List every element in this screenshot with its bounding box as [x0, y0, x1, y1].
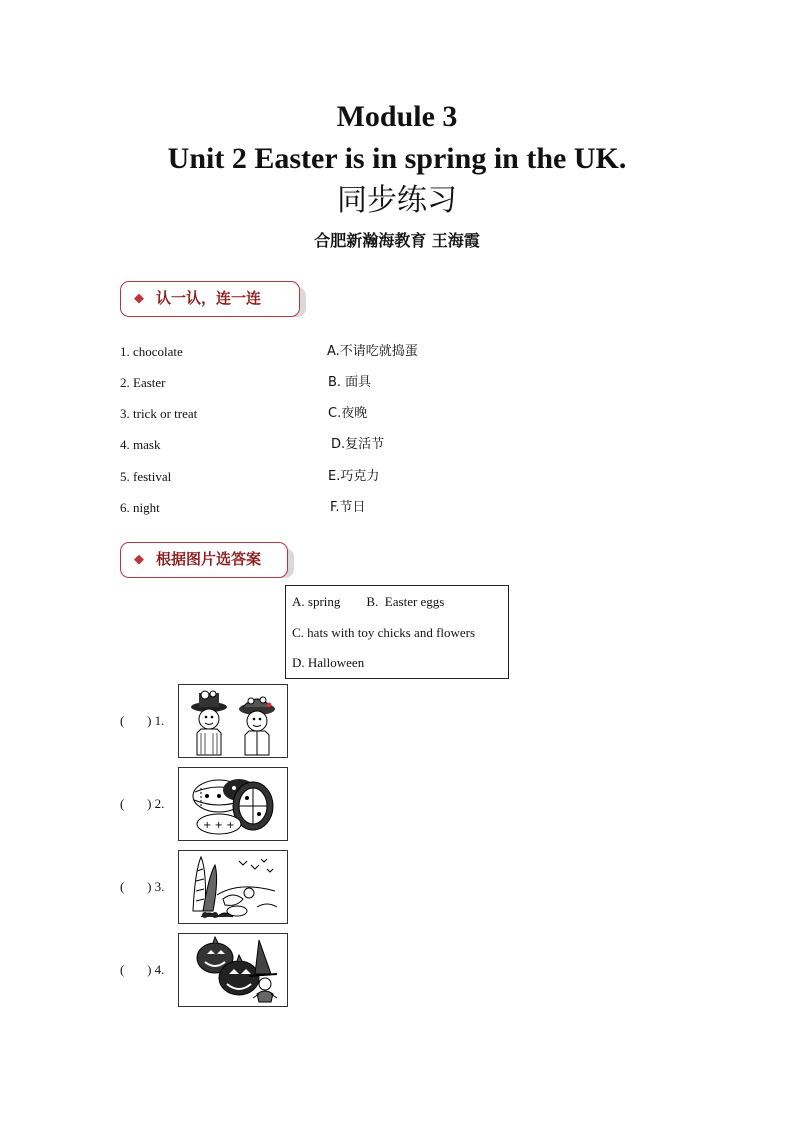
question-row — [120, 684, 300, 760]
diamond-icon: ◆ — [134, 552, 144, 567]
halloween-pumpkins-picture — [178, 933, 288, 1007]
answer-blank[interactable]: ( ) 2. — [120, 796, 165, 811]
match-row — [120, 373, 520, 393]
answer-blank[interactable]: ( ) 3. — [120, 879, 165, 894]
match-word: 2. Easter — [120, 375, 166, 390]
option-line: A. spring B. Easter eggs — [292, 594, 445, 609]
option-line: C. hats with toy chicks and flowers — [292, 625, 476, 640]
easter-eggs-picture — [178, 767, 288, 841]
match-word: 1. chocolate — [120, 344, 183, 359]
spring-scene-picture — [178, 850, 288, 924]
match-word: 4. mask — [120, 437, 161, 452]
section-header-matching — [120, 281, 310, 317]
exercise-subtitle: 同步练习 — [337, 183, 457, 218]
question-row — [120, 933, 300, 1009]
section-label: 认一认，连一连 — [156, 289, 262, 307]
match-meaning: F.节日 — [330, 500, 366, 515]
section-header-pictures — [120, 542, 300, 578]
section-label: 根据图片选答案 — [156, 550, 262, 568]
answer-blank[interactable]: ( ) 1. — [120, 713, 165, 728]
match-row — [120, 404, 520, 424]
author-line: 合肥新瀚海教育 王海霞 — [314, 231, 480, 250]
unit-title: Unit 2 Easter is in spring in the UK. — [167, 142, 627, 175]
options-box — [285, 585, 509, 679]
match-meaning: B. 面具 — [328, 375, 372, 390]
match-row — [120, 435, 520, 455]
match-meaning: C.夜晚 — [328, 406, 368, 421]
match-word: 5. festival — [120, 469, 172, 484]
match-row — [120, 498, 520, 518]
match-row — [120, 342, 520, 362]
question-row — [120, 767, 300, 843]
svg-text:+ + +: + + + — [203, 820, 235, 831]
module-title: Module 3 — [336, 100, 458, 133]
answer-blank[interactable]: ( ) 4. — [120, 962, 165, 977]
match-word: 3. trick or treat — [120, 406, 198, 421]
match-meaning: D.复活节 — [331, 437, 385, 452]
option-line: D. Halloween — [292, 655, 365, 670]
match-word: 6. night — [120, 500, 160, 515]
match-meaning: E.巧克力 — [328, 469, 380, 484]
match-meaning: A.不请吃就捣蛋 — [327, 344, 418, 359]
diamond-icon: ◆ — [134, 291, 144, 306]
easter-hats-picture — [178, 684, 288, 758]
match-row — [120, 467, 520, 487]
question-row — [120, 850, 300, 926]
